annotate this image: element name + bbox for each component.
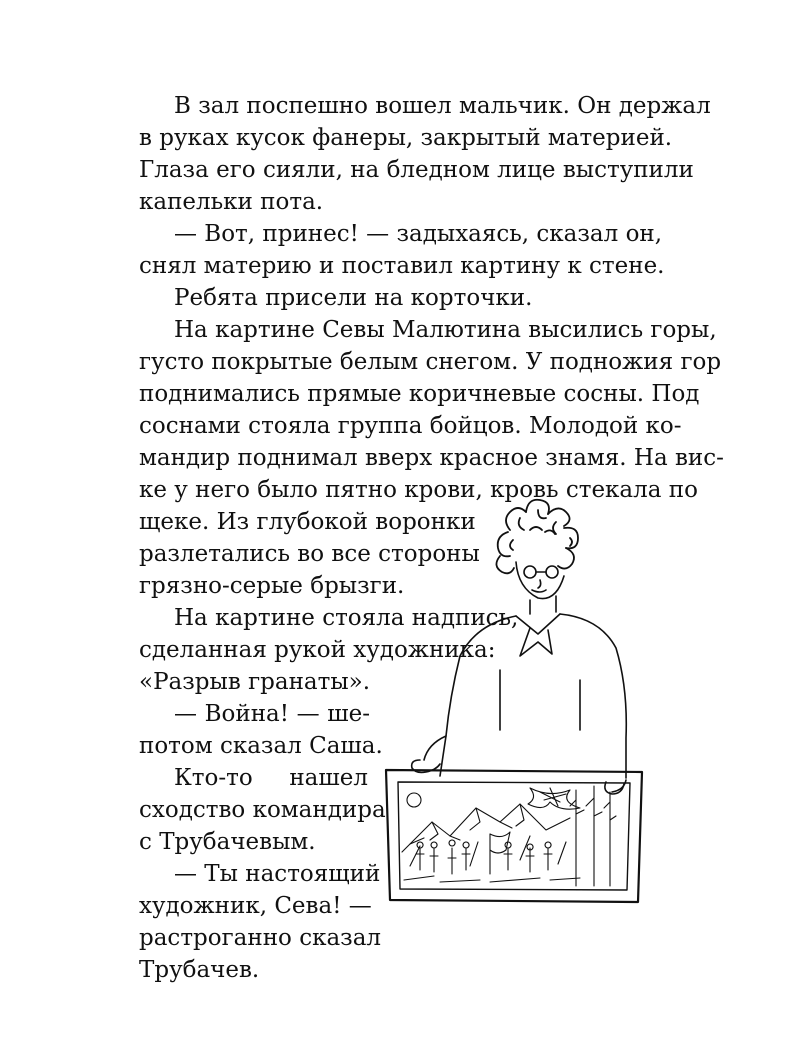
text-line: «Разрыв гранаты».: [139, 669, 371, 695]
text-line: потом сказал Саша.: [139, 733, 383, 759]
text-line: щеке. Из глубокой воронки: [139, 509, 476, 535]
text-line: соснами стояла группа бойцов. Молодой ко-: [139, 413, 682, 439]
text-line: На картине стояла надпись,: [174, 605, 519, 631]
text-line: густо покрытые белым снегом. У подножия гор: [139, 349, 722, 375]
text-line: разлетались во все стороны: [139, 541, 480, 567]
text-line: — Вот, принес! — задыхаясь, сказал он,: [174, 221, 663, 247]
text-line: В зал поспешно вошел мальчик. Он держал: [174, 93, 711, 119]
text-line: с Трубачевым.: [139, 829, 316, 855]
painting: [386, 770, 642, 902]
text-line: сходство командира: [139, 797, 386, 823]
text-line: — Война! — ше-: [174, 701, 370, 727]
text-line: растроганно сказал: [139, 925, 382, 951]
text-line: сделанная рукой художника:: [139, 637, 496, 663]
text-line: снял материю и поставил картину к стене.: [139, 253, 665, 279]
text-line: ке у него было пятно крови, кровь стекала по: [139, 477, 698, 503]
text-line: художник, Сева! —: [139, 893, 372, 919]
text-line: Трубачев.: [139, 957, 260, 983]
text-line: капельки пота.: [139, 189, 324, 215]
boy-holding-painting-illustration: [380, 470, 680, 910]
text-line: Глаза его сияли, на бледном лице выступили: [139, 157, 694, 183]
text-line: — Ты настоящий: [174, 861, 381, 887]
text-line: в руках кусок фанеры, закрытый материей.: [139, 125, 673, 151]
text-line: На картине Севы Малютина высились горы,: [174, 317, 717, 343]
text-line: Кто-то нашел: [174, 765, 368, 791]
text-line: Ребята присели на корточки.: [174, 285, 533, 311]
text-line: поднимались прямые коричневые сосны. Под: [139, 381, 700, 407]
text-line: мандир поднимал вверх красное знамя. На вис-: [139, 445, 724, 471]
text-line: грязно-серые брызги.: [139, 573, 405, 599]
curly-hair: [496, 500, 578, 574]
